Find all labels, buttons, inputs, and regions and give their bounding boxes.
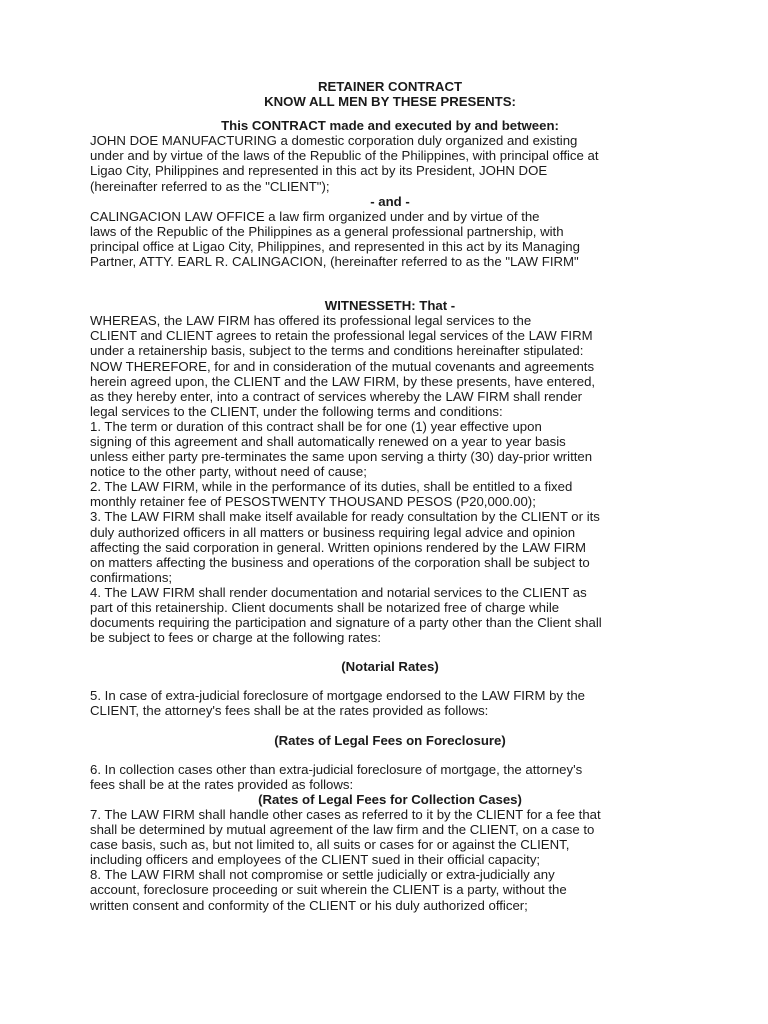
text-line: 6. In collection cases other than extra-judicial foreclosure of mortgage, the attorney's [90,761,583,777]
text-line: duly authorized officers in all matters or business requiring legal advice and opinion [90,524,576,540]
document-page [90,79,690,913]
document-title: RETAINER CONTRACT [317,79,463,94]
text-line: notice to the other party, without need of cause; [90,464,367,480]
and-separator: - and - [370,193,410,209]
terms-section-a [90,313,690,645]
spacer [90,109,690,118]
law-firm-party-paragraph [90,209,690,269]
text-line: Partner, ATTY. EARL R. CALINGACION, (hereinafter referred to as the "LAW FIRM" [90,254,579,270]
text-line: part of this retainership. Client documents shall be notarized free of charge while [90,600,560,615]
text-line: NOW THEREFORE, for and in consideration of the mutual covenants and agreements [90,358,595,374]
text-line: case basis, such as, but not limited to, all suits or cases for or against the CLIENT, [90,837,570,853]
text-line: 1. The term or duration of this contract shall be for one (1) year effective upon [90,418,542,434]
text-line: laws of the Republic of the Philippines as a general professional partnership, with [90,223,564,239]
text-line: including officers and employees of the CLIENT sued in their official capacity; [90,852,541,868]
terms-section-c [90,762,690,792]
text-line: affecting the said corporation in general. Written opinions rendered by the LAW FIRM [90,539,587,555]
text-line: 4. The LAW FIRM shall render documentation and notarial services to the CLIENT as [90,584,587,600]
text-line: principal office at Ligao City, Philippines, and represented in this act by its Managing [90,238,580,254]
text-line: under a retainership basis, subject to the terms and conditions hereinafter stipulated: [90,343,584,359]
text-line: (hereinafter referred to as the "CLIENT"); [90,178,330,194]
text-line: under and by virtue of the laws of the Republic of the Philippines, with principal office at [90,148,599,164]
text-line: legal services to the CLIENT, under the following terms and conditions: [90,403,503,419]
terms-section-d [90,807,690,913]
text-line: written consent and conformity of the CLIENT or his duly authorized officer; [90,897,528,913]
document-subtitle: KNOW ALL MEN BY THESE PRESENTS: [264,94,516,110]
text-line: 2. The LAW FIRM, while in the performance of its duties, shall be entitled to a fixed [90,479,573,495]
witnesseth-heading: WITNESSETH: That - [324,298,456,314]
text-line: signing of this agreement and shall automatically renewed on a year to year basis [90,433,566,449]
text-line: 7. The LAW FIRM shall handle other cases as referred to it by the CLIENT for a fee that [90,806,601,822]
text-line: fees shall be at the rates provided as follows: [90,776,354,792]
notarial-rates-heading: (Notarial Rates) [341,659,439,675]
spacer [90,719,690,733]
text-line: shall be determined by mutual agreement of the law firm and the CLIENT, on a case to [90,822,595,838]
text-line: account, foreclosure proceeding or suit wherein the CLIENT is a party, without the [90,882,567,898]
text-line: be subject to fees or charge at the following rates: [90,630,382,646]
terms-section-b [90,688,690,718]
text-line: 3. The LAW FIRM shall make itself available for ready consultation by the CLIENT or its [90,509,600,525]
spacer [90,674,690,688]
text-line: on matters affecting the business and operations of the corporation shall be subject to [90,554,590,570]
text-line: Ligao City, Philippines and represented in this act by its President, JOHN DOE [90,163,548,179]
text-line: JOHN DOE MANUFACTURING a domestic corporation duly organized and existing [90,133,578,149]
collection-rates-heading: (Rates of Legal Fees for Collection Cases) [258,791,522,807]
spacer [90,748,690,762]
text-line: monthly retainer fee of PESOSTWENTY THOUSAND PESOS (P20,000.00); [90,494,536,510]
text-line: 5. In case of extra-judicial foreclosure of mortgage endorsed to the LAW FIRM by the [90,688,586,704]
text-line: unless either party pre-terminates the same upon serving a thirty (30) day-prior written [90,449,593,465]
text-line: CALINGACION LAW OFFICE a law firm organized under and by virtue of the [90,208,540,224]
text-line: confirmations; [90,569,173,585]
spacer [90,645,690,659]
foreclosure-rates-heading: (Rates of Legal Fees on Foreclosure) [274,732,506,748]
contract-intro: This CONTRACT made and executed by and between: [221,118,559,134]
text-line: CLIENT, the attorney's fees shall be at the rates provided as follows: [90,703,489,719]
text-line: CLIENT and CLIENT agrees to retain the professional legal services of the LAW FIRM [90,328,593,344]
text-line: 8. The LAW FIRM shall not compromise or settle judicially or extra-judicially any [90,867,555,883]
client-party-paragraph [90,133,690,193]
text-line: WHEREAS, the LAW FIRM has offered its professional legal services to the [90,313,532,329]
spacer [90,269,690,298]
text-line: documents requiring the participation and signature of a party other than the Client shall [90,615,602,631]
text-line: herein agreed upon, the CLIENT and the LAW FIRM, by these presents, have entered, [90,373,596,389]
text-line: as they hereby enter, into a contract of services whereby the LAW FIRM shall render [90,388,583,404]
